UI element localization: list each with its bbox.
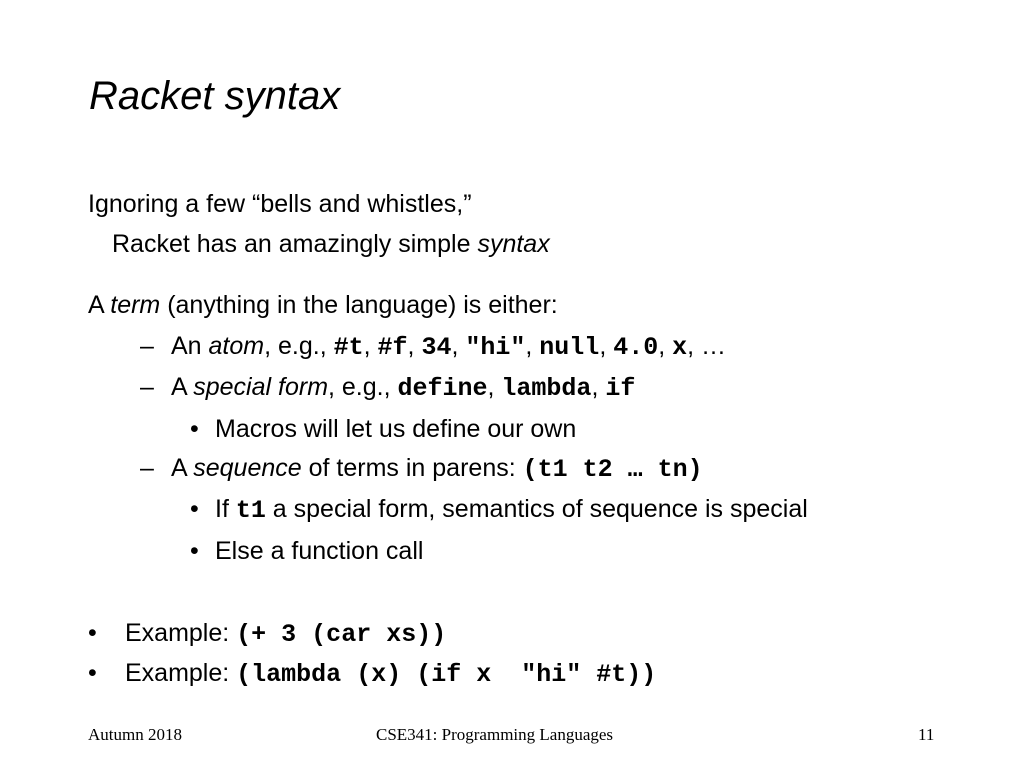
example-label: Example: [125, 659, 237, 687]
atom-sep: , [451, 332, 466, 360]
special-emphasis: special form [193, 373, 329, 401]
macros-bullet: • [190, 415, 199, 443]
if-t1-bullet: • [190, 495, 199, 523]
atom-sep: , [599, 332, 614, 360]
atom-sep: , [363, 332, 378, 360]
footer-course: CSE341: Programming Languages [376, 725, 614, 744]
example-bullet: • [88, 659, 97, 687]
sequence-mid: of terms in parens: [301, 454, 523, 482]
example-line [125, 621, 446, 647]
atom-code-number: 34 [421, 333, 452, 362]
atom-sep: , [525, 332, 540, 360]
special-sep: , [591, 373, 606, 401]
intro-line-2-emphasis: syntax [477, 230, 550, 258]
sequence-code: (t1 t2 … tn) [522, 455, 703, 484]
macros-text: Macros will let us define our own [215, 415, 577, 443]
special-code-lambda: lambda [501, 374, 592, 403]
else-text: Else a function call [215, 537, 424, 565]
slide-title: Racket syntax [89, 74, 341, 118]
atom-emphasis: atom [208, 332, 265, 360]
sequence-emphasis: sequence [193, 454, 302, 482]
example-line [125, 661, 656, 687]
atom-code-string: "hi" [465, 333, 526, 362]
term-emphasis: term [110, 291, 161, 319]
special-form-line [171, 375, 635, 401]
example-code: (lambda (x) (if x "hi" #t)) [236, 660, 657, 689]
atom-prefix: An [171, 332, 209, 360]
if-t1-suffix: a special form, semantics of sequence is special [265, 495, 808, 523]
term-definition [88, 293, 558, 318]
atom-code-false: #f [377, 333, 408, 362]
atom-code-float: 4.0 [613, 333, 659, 362]
special-code-if: if [605, 374, 636, 403]
if-t1-code: t1 [235, 496, 266, 525]
special-eg: , e.g., [328, 373, 398, 401]
example-bullet: • [88, 619, 97, 647]
term-suffix: (anything in the language) is either: [160, 291, 558, 319]
atom-code-true: #t [333, 333, 364, 362]
if-t1-prefix: If [215, 495, 236, 523]
atom-code-null: null [539, 333, 600, 362]
atom-sep: , [658, 332, 673, 360]
example-label: Example: [125, 619, 237, 647]
sequence-prefix: A [171, 454, 194, 482]
sequence-line [171, 456, 703, 482]
special-code-define: define [397, 374, 488, 403]
else-bullet: • [190, 537, 199, 565]
atom-code-variable: x [672, 333, 688, 362]
special-dash: – [140, 373, 154, 401]
example-code: (+ 3 (car xs)) [236, 620, 447, 649]
special-prefix: A [171, 373, 194, 401]
footer-page-number: 11 [918, 725, 935, 744]
sequence-dash: – [140, 454, 154, 482]
atom-dash: – [140, 332, 154, 360]
atom-ellipsis: , … [687, 332, 727, 360]
footer-term: Autumn 2018 [88, 725, 182, 744]
term-prefix: A [88, 291, 111, 319]
atom-line [171, 334, 726, 360]
if-t1-line [215, 497, 808, 523]
atom-eg: , e.g., [264, 332, 334, 360]
intro-line-2 [112, 232, 550, 257]
intro-line-2-text: Racket has an amazingly simple [112, 230, 478, 258]
intro-line-1: Ignoring a few “bells and whistles,” [88, 190, 472, 218]
atom-sep: , [407, 332, 422, 360]
special-sep: , [487, 373, 502, 401]
